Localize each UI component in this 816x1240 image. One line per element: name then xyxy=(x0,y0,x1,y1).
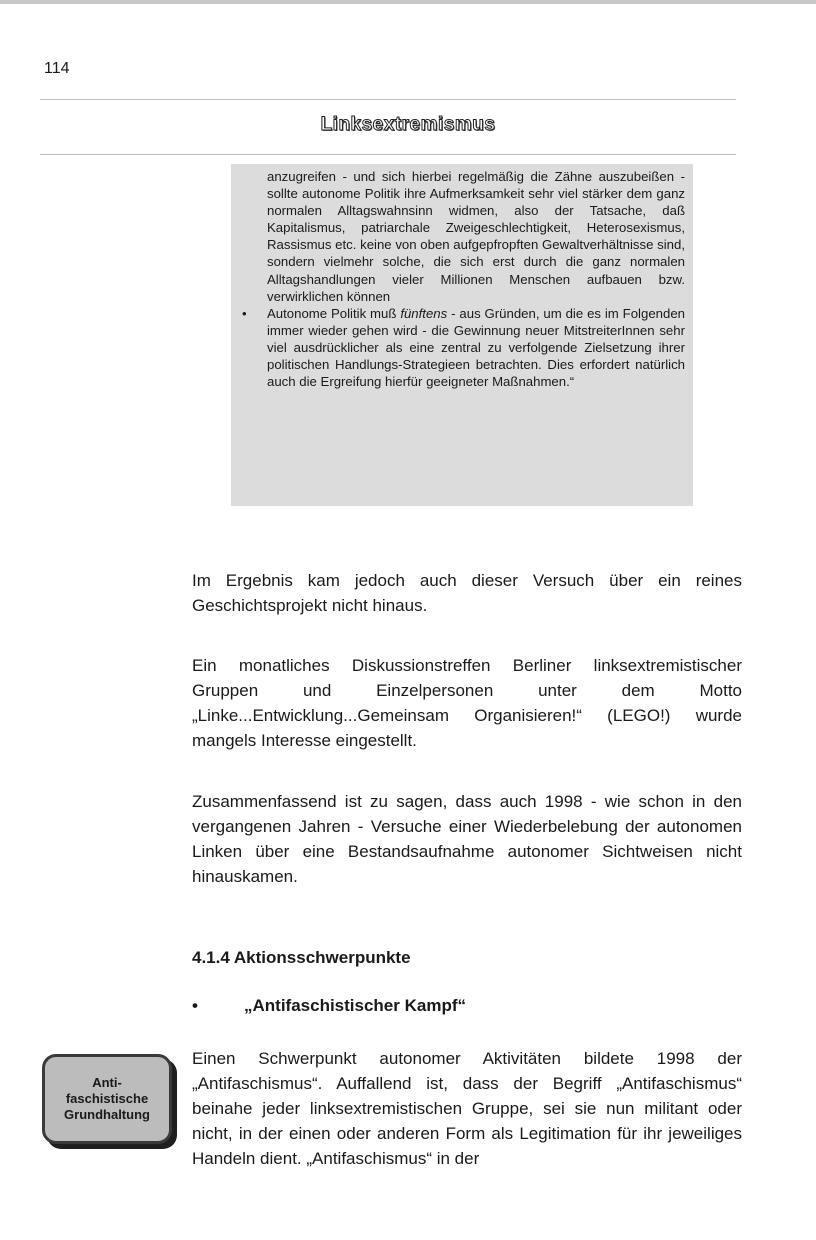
quote-paragraph: anzugreifen - und sich hierbei regelmäßig die Zähne auszubeißen - sollte autonome Politik ihre Aufmerksamkeit sehr viel stärker dem ganz normalen Alltagswahnsinn widmen, also der Tatsache, daß Kapitalismus, patriarchale Zweigeschlechtigkeit, Heterosexismus, Rassismus etc. keine von oben aufgepfropften Gewaltverhältnisse sind, sondern vielmehr solche, die sich erst durch die ganz normalen Alltagshandlungen vieler Millionen Menschen aufbauen bzw. verwirklichen können xyxy=(267,169,685,304)
quote-bullet-text-after: - aus Gründen, um die es im Folgenden immer wieder gehen wird - die Gewinnung neuer MitstreiterInnen sehr viel ausdrücklicher als eine zentral zu verfolgende Zielsetzung ihrer politischen Handlungs-Strategieen betrachten. Dies erfordert natürlich auch die Ergreifung hierfür geeigneter Maßnahmen.“ xyxy=(267,305,685,390)
quote-box xyxy=(231,164,693,506)
quote-bullet-emphasis: fünftens xyxy=(400,305,448,321)
quote-bullet-symbol: • xyxy=(242,305,247,321)
running-header-title: Linksextremismus xyxy=(320,114,496,135)
bullet-heading-text: „Antifaschistischer Kampf“ xyxy=(244,996,466,1015)
page-number: 114 xyxy=(44,60,70,77)
margin-note-line-2: faschistische xyxy=(65,1091,149,1106)
body-paragraph-1: Im Ergebnis kam jedoch auch dieser Versuch über ein reines Geschichtsprojekt nicht hinaus. xyxy=(192,571,742,615)
margin-note-box xyxy=(42,1054,172,1144)
scan-top-edge xyxy=(0,0,816,4)
margin-note-line-1: Anti- xyxy=(92,1075,122,1090)
body-paragraph-2: Ein monatliches Diskussionstreffen Berliner linksextremistischer Gruppen und Einzelpersonen unter dem Motto „Linke...Entwicklung...Gemeinsam Organisieren!“ (LEGO!) wurde mangels Interesse eingestellt. xyxy=(192,656,742,750)
bullet-heading-symbol: • xyxy=(192,996,198,1015)
quote-bullet-item xyxy=(242,305,685,390)
bullet-heading xyxy=(192,996,466,1016)
section-heading: 4.1.4 Aktionsschwerpunkte xyxy=(192,948,411,967)
body-paragraph-3: Zusammenfassend ist zu sagen, dass auch 1998 - wie schon in den vergangenen Jahren - Versuche einer Wiederbelebung der autonomen Linken über eine Bestandsaufnahme autonomer Sichtweisen nicht hinauskamen. xyxy=(192,792,742,886)
header-rule-bottom xyxy=(40,154,736,155)
header-rule-top xyxy=(40,99,736,100)
margin-note-line-3: Grundhaltung xyxy=(64,1107,150,1122)
quote-bullet-text-before: Autonome Politik muß xyxy=(267,305,401,321)
body-paragraph-4: Einen Schwerpunkt autonomer Aktivitäten bildete 1998 der „Antifaschismus“. Auffallend ist, dass der Begriff „Antifaschismus“ beinahe jeder linksextremistischen Gruppe, sei sie nun militant oder nicht, in der einen oder anderen Form als Legitimation für ihr jeweiliges Handeln dient. „Antifaschismus“ in der xyxy=(192,1049,742,1168)
